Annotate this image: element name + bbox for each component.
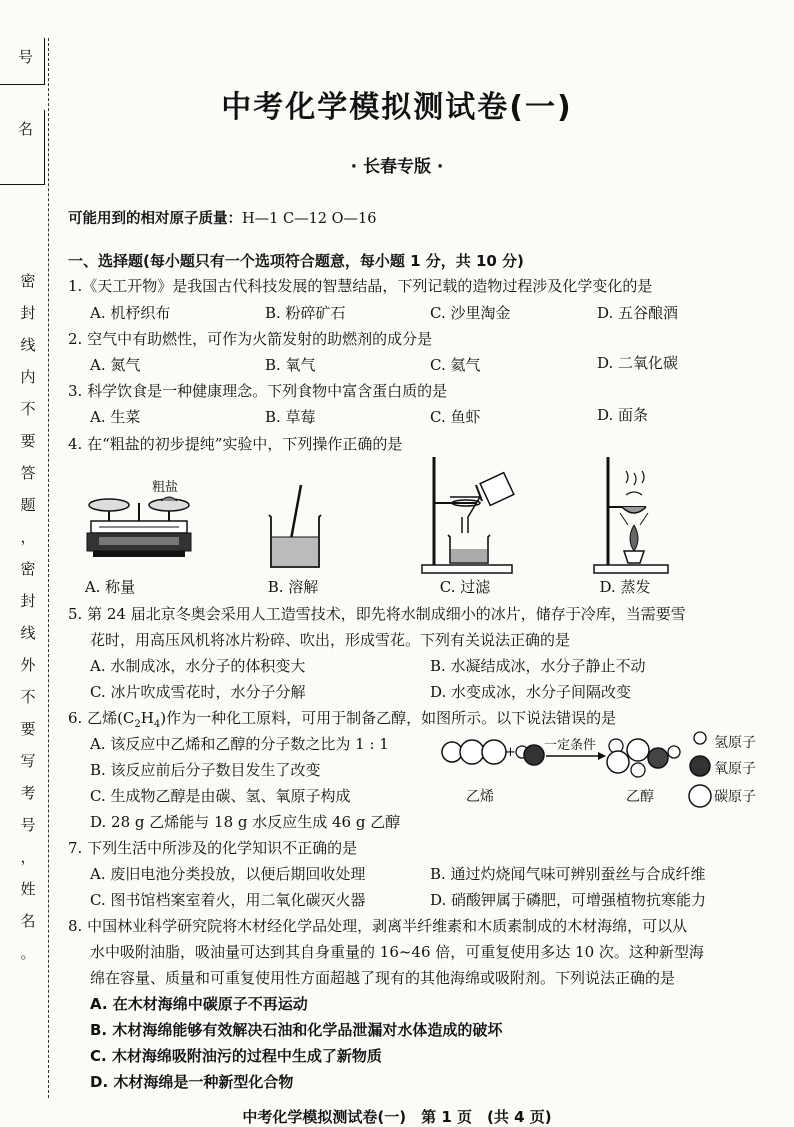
q6-subscript: 2 [134,719,141,730]
seal-notice-char: 。 [20,944,36,962]
q1-option-d: D. 五谷酿酒 [597,304,679,322]
q6-option-c: C. 生成物乙醇是由碳、氢、氧原子构成 [90,787,351,805]
seal-notice-char: 考 [20,784,36,802]
name-label: 名 [18,120,34,138]
seal-notice-char: 密 [20,272,36,290]
ethylene-label: 乙烯 [466,789,494,805]
coarse-salt-label: 粗盐 [152,480,179,495]
q3-option-d: D. 面条 [597,406,649,424]
seal-notice-char: 密 [20,560,36,578]
seal-notice-char: 外 [20,656,36,674]
dissolving-beaker-figure [265,485,325,570]
question-4-stem: 4. 在“粗盐的初步提纯”实验中，下列操作正确的是 [68,435,403,453]
oxygen-atom-icon [690,756,710,776]
question-7-stem: 7. 下列生活中所涉及的化学知识不正确的是 [68,839,358,857]
legend-carbon: 碳原子 [714,789,756,805]
q2-option-b: B. 氧气 [265,356,316,374]
seal-notice-char: 题 [20,496,36,514]
question-3-stem: 3. 科学饮食是一种健康理念。下列食物中富含蛋白质的是 [68,382,448,400]
q2-option-a: A. 氮气 [90,356,141,374]
q7-option-a: A. 废旧电池分类投放，以便后期回收处理 [90,865,366,883]
q5-option-c: C. 冰片吹成雪花时，水分子分解 [90,683,306,701]
seal-notice-char: ， [20,848,36,866]
q6-option-b: B. 该反应前后分子数目发生了改变 [90,761,321,779]
q8-option-c: C. 木材海绵吸附油污的过程中生成了新物质 [90,1047,382,1065]
q1-option-c: C. 沙里淘金 [430,304,511,322]
q6-stem-part: )作为一种化工原料，可用于制备乙醇，如图所示。以下说法错误的是 [160,709,617,727]
q6-stem-part: H [140,709,154,727]
q3-option-c: C. 鱼虾 [430,408,481,426]
legend-hydrogen: 氢原子 [714,735,756,751]
seal-notice-char: 姓 [20,880,36,898]
q5-option-a: A. 水制成冰，水分子的体积变大 [90,657,306,675]
seal-notice-char: 要 [20,432,36,450]
question-5-stem-line1: 5. 第 24 届北京冬奥会采用人工造雪技术，即先将水制成细小的冰片，储存于冷库，当需要雪 [68,605,686,623]
q4-option-b: B. 溶解 [267,578,319,596]
q6-option-a: A. 该反应中乙烯和乙醇的分子数之比为 1 : 1 [90,735,389,753]
q6-stem-part: 6. 乙烯(C [68,709,135,727]
seal-notice-char: 线 [20,336,36,354]
q6-subscript: 4 [153,719,161,730]
atomic-masses-values: H—1 C—12 O—16 [242,211,377,227]
svg-text:+: + [505,745,516,760]
q7-option-b: B. 通过灼烧闻气味可辨别蚕丝与合成纤维 [430,865,706,883]
ethanol-label: 乙醇 [626,789,654,805]
balance-scale-figure [85,475,195,570]
atomic-masses-label: 可能用到的相对原子质量： [68,211,242,227]
carbon-atom-icon [689,785,711,807]
seal-line-notice [20,265,36,969]
q5-option-b: B. 水凝结成冰，水分子静止不动 [430,657,646,675]
q4-option-c: C. 过滤 [439,578,491,596]
seal-notice-char: 封 [20,304,36,322]
seal-notice-char: 要 [20,720,36,738]
question-6-stem [68,707,616,730]
question-5-stem-line2: 花时，用高压风机将冰片粉碎、吹出，形成雪花。下列有关说法正确的是 [90,631,571,649]
section-heading: 一、选择题(每小题只有一个选项符合题意，每小题 1 分，共 10 分) [68,252,524,270]
seal-notice-char: 线 [20,624,36,642]
seal-notice-char: 封 [20,592,36,610]
q3-option-a: A. 生菜 [90,408,141,426]
seal-notice-char: 不 [20,400,36,418]
legend-oxygen: 氧原子 [714,761,756,777]
q4-option-d: D. 蒸发 [599,578,651,596]
q4-option-a: A. 称量 [84,578,136,596]
q8-option-a: A. 在木材海绵中碳原子不再运动 [90,995,308,1013]
question-1-stem: 1.《天工开物》是我国古代科技发展的智慧结晶，下列记载的造物过程涉及化学变化的是 [68,277,653,295]
seal-notice-char: 内 [20,368,36,386]
seal-notice-char: 号 [20,816,36,834]
seal-notice-char: 答 [20,464,36,482]
page-footer: 中考化学模拟测试卷(一) 第 1 页 (共 4 页) [242,1108,552,1126]
q8-option-b: B. 木材海绵能够有效解决石油和化学品泄漏对水体造成的破坏 [90,1021,503,1039]
q2-option-d: D. 二氧化碳 [597,354,679,372]
seal-notice-char: 名 [20,912,36,930]
exam-number-box [0,38,45,85]
page-subtitle: · 长春专版 · [350,157,444,177]
atomic-masses [68,207,376,228]
q3-option-b: B. 草莓 [265,408,316,426]
q5-option-d: D. 水变成冰，水分子间隔改变 [430,683,632,701]
question-2-stem: 2. 空气中有助燃性，可作为火箭发射的助燃剂的成分是 [68,330,433,348]
page-title: 中考化学模拟测试卷(一) [221,90,573,125]
evaporation-figure [590,455,680,575]
seal-notice-char: 不 [20,688,36,706]
q1-option-b: B. 粉碎矿石 [265,304,346,322]
question-8-stem-line1: 8. 中国林业科学研究院将木材经化学品处理，剥离半纤维素和木质素制成的木材海绵，可以从 [68,917,688,935]
question-8-stem-line2: 水中吸附油脂，吸油量可达到其自身重量的 16~46 倍，可重复使用多达 10 次。这种新型海 [90,943,704,961]
atom-legend [688,730,716,810]
filtration-figure [420,455,530,575]
q6-option-d: D. 28 g 乙烯能与 18 g 水反应生成 46 g 乙醇 [90,813,401,831]
seal-dashed-line [48,38,49,1098]
reaction-condition: 一定条件 [544,738,597,753]
seal-notice-char: ， [20,528,36,546]
q8-option-d: D. 木材海绵是一种新型化合物 [90,1073,294,1091]
q7-option-d: D. 硝酸钾属于磷肥，可增强植物抗寒能力 [430,891,707,909]
exam-number-label: 号 [18,48,34,66]
q7-option-c: C. 图书馆档案室着火，用二氧化碳灭火器 [90,891,366,909]
question-8-stem-line3: 绵在容量、质量和可重复使用性方面超越了现有的其他海绵或吸附剂。下列说法正确的是 [90,969,676,987]
q2-option-c: C. 氦气 [430,356,481,374]
q1-option-a: A. 机杼织布 [90,304,171,322]
seal-notice-char: 写 [20,752,36,770]
hydrogen-atom-icon [694,732,706,744]
